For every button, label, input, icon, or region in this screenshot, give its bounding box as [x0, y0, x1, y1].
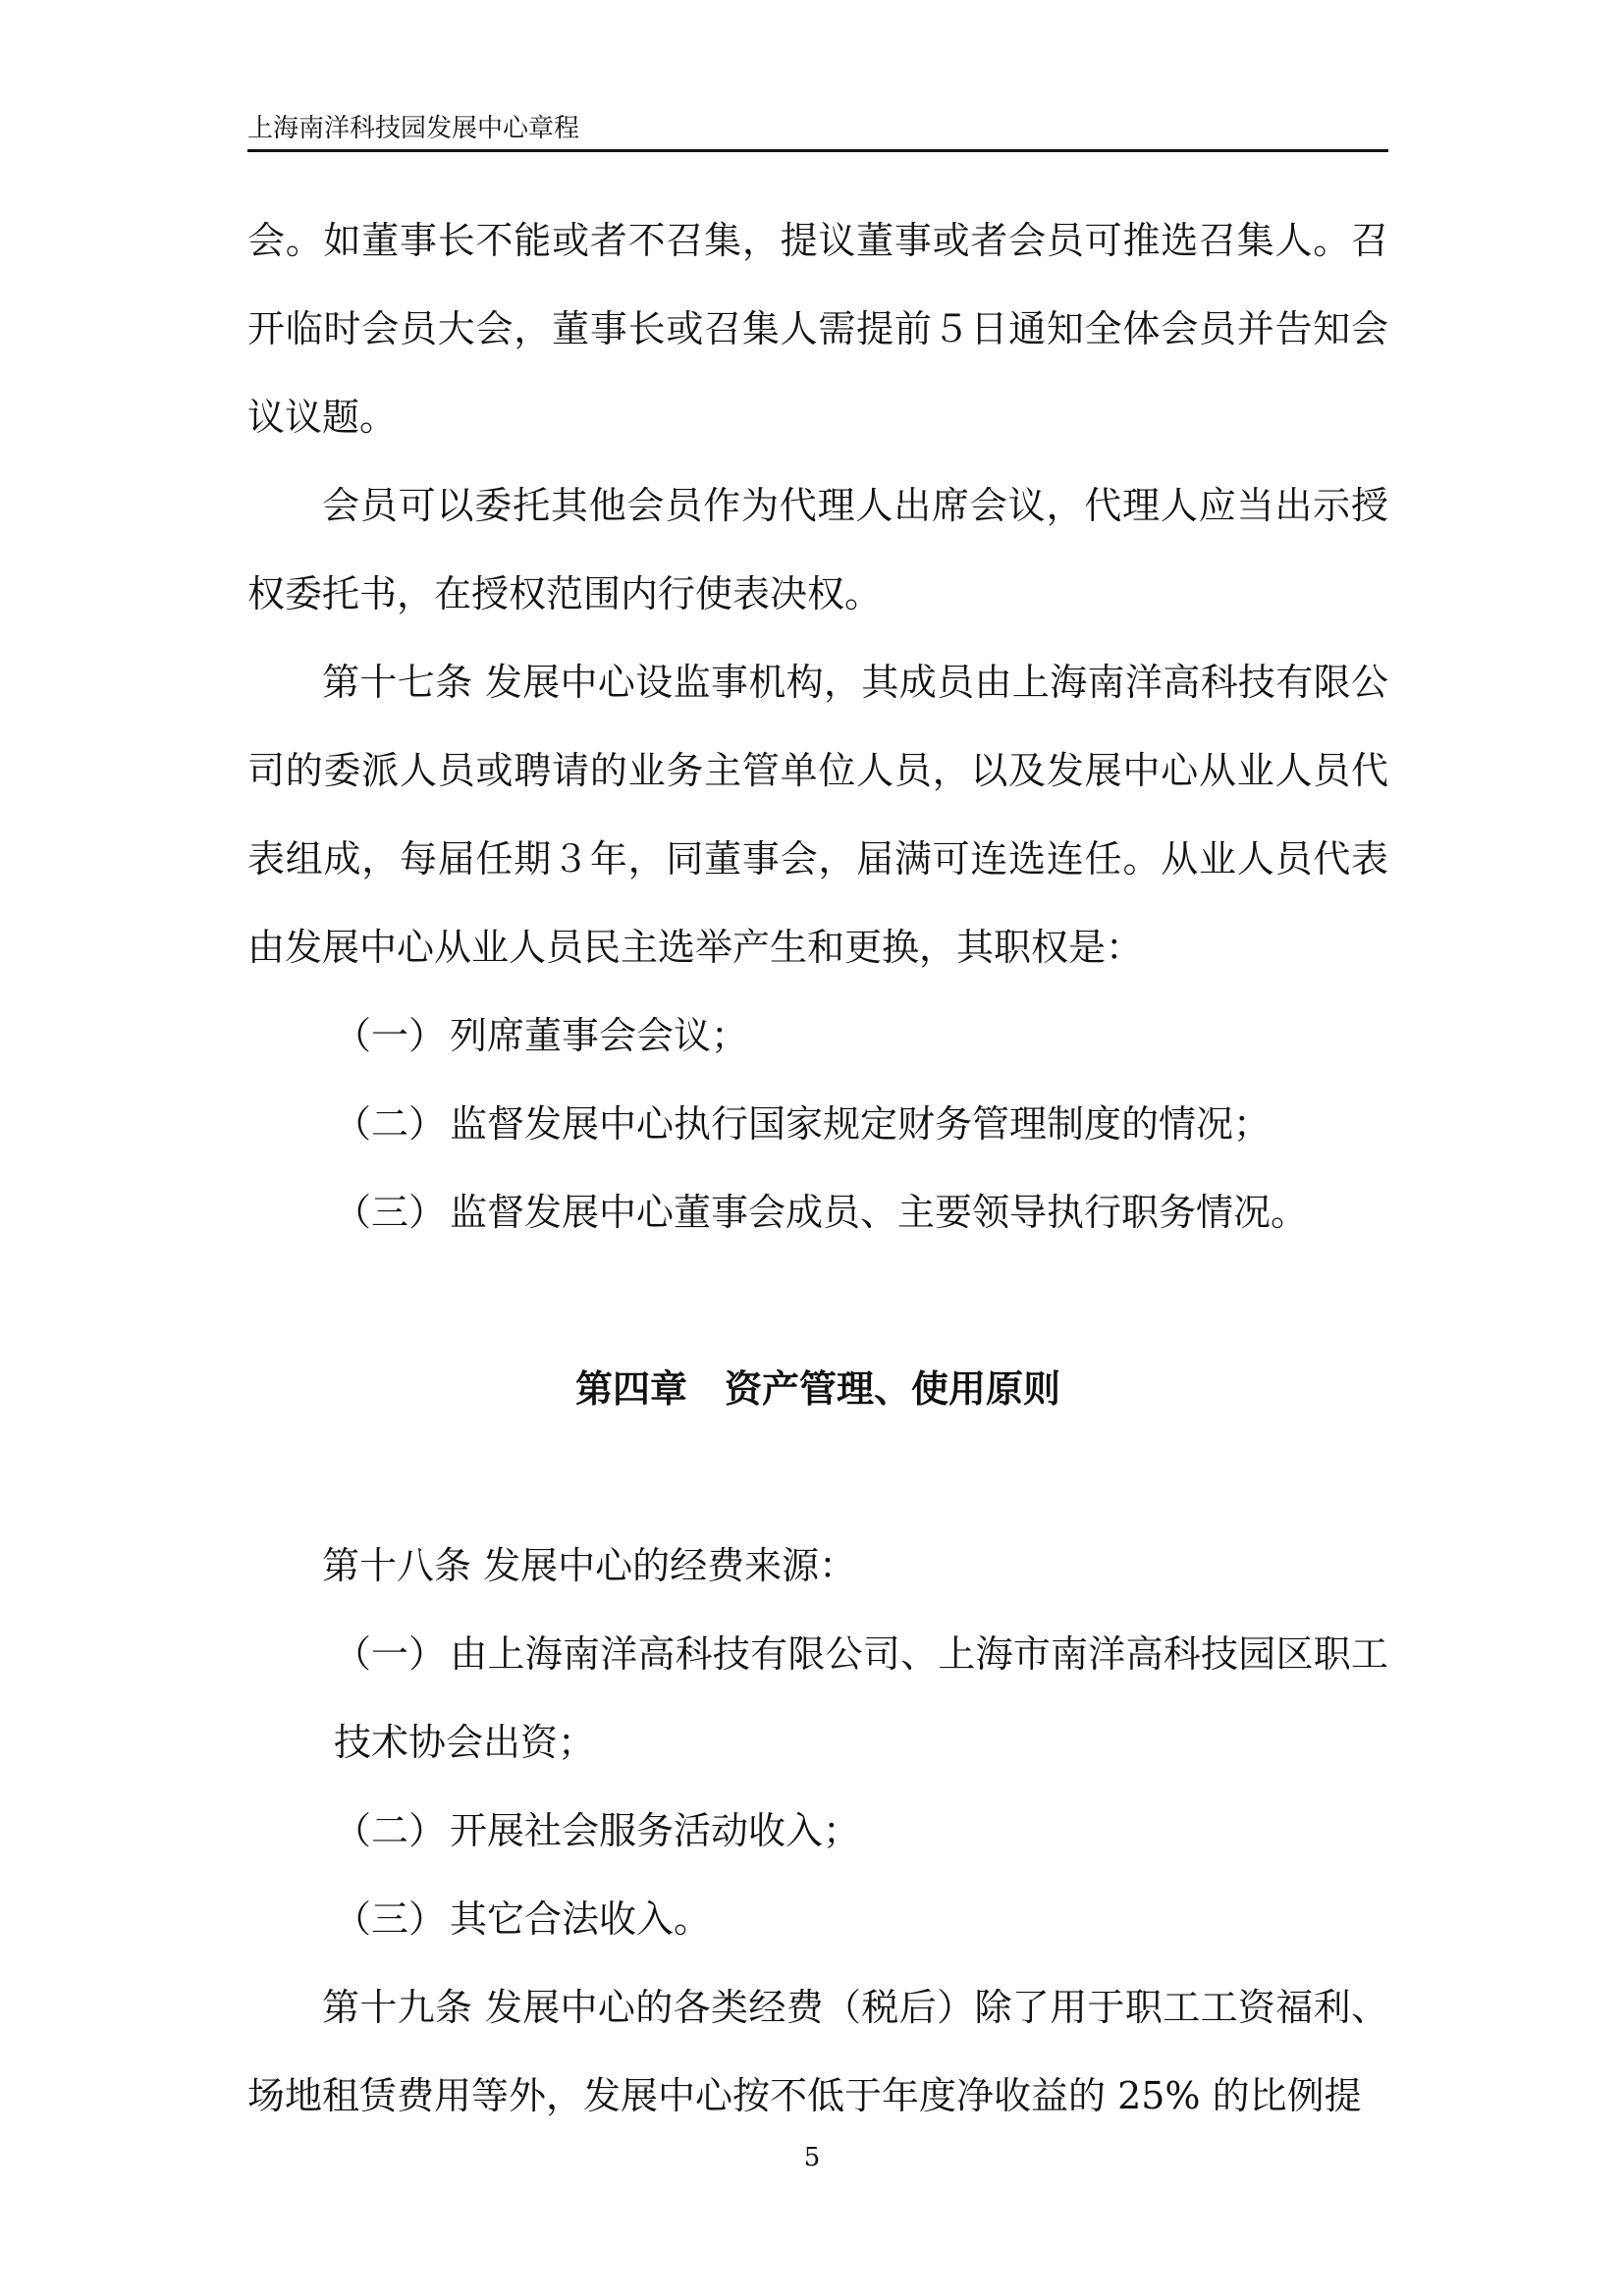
- list-item-number: （二）: [334, 1102, 447, 1146]
- list-item-number: （二）: [334, 1809, 447, 1852]
- spacer: [247, 1256, 1388, 1345]
- article-18: 第十八条 发展中心的经费来源：: [322, 1544, 857, 1587]
- header-rule: [247, 149, 1388, 152]
- list-item: [247, 1787, 1388, 1875]
- article-19: 第十九条 发展中心的各类经费（税后）除了用于职工工资福利、场地租赁费用等外，发展中心按不低于年度净收益的 25% 的比例提: [247, 1986, 1388, 2117]
- article-17: 第十七条 发展中心设监事机构，其成员由上海南洋高科技有限公司的委派人员或聘请的业务主管单位人员，以及发展中心从业人员代表组成，每届任期３年，同董事会，届满可连选连任。从业人员代表由发展中心从业人员民主选举产生和更换，其职权是：: [247, 661, 1388, 969]
- list-item-text: 开展社会服务活动收入；: [450, 1809, 861, 1852]
- list-item-text: 监督发展中心董事会成员、主要领导执行职务情况。: [450, 1191, 1309, 1234]
- running-header: 上海南洋科技园发展中心章程: [247, 114, 580, 143]
- list-item: [247, 1080, 1388, 1168]
- list-item-number: （三）: [334, 1897, 447, 1941]
- list-item-number: （一）: [334, 1632, 447, 1676]
- list-item: [247, 991, 1388, 1080]
- list-item-number: （三）: [334, 1191, 447, 1234]
- paragraph-proxy: 会员可以委托其他会员作为代理人出席会议，代理人应当出示授权委托书，在授权范围内行使表决权。: [247, 484, 1388, 615]
- list-item-text: 监督发展中心执行国家规定财务管理制度的情况；: [450, 1102, 1272, 1146]
- chapter-title: 第四章 资产管理、使用原则: [574, 1367, 1060, 1411]
- document-body: [247, 196, 1388, 2140]
- page-number: 5: [803, 2143, 821, 2172]
- list-item-number: （一）: [334, 1014, 447, 1057]
- list-item: [247, 1168, 1388, 1256]
- spacer: [247, 1433, 1388, 1522]
- list-item-text: 列席董事会会议；: [450, 1014, 749, 1057]
- list-item-text: 其它合法收入。: [450, 1897, 712, 1941]
- paragraph-continuation: 会。如董事长不能或者不召集，提议董事或者会员可推选召集人。召开临时会员大会，董事长或召集人需提前５日通知全体会员并告知会议议题。: [247, 219, 1388, 439]
- list-item-text: 由上海南洋高科技有限公司、上海市南洋高科技园区职工技术协会出资；: [334, 1632, 1388, 1764]
- list-item: [247, 1875, 1388, 1963]
- list-item: [247, 1610, 1388, 1787]
